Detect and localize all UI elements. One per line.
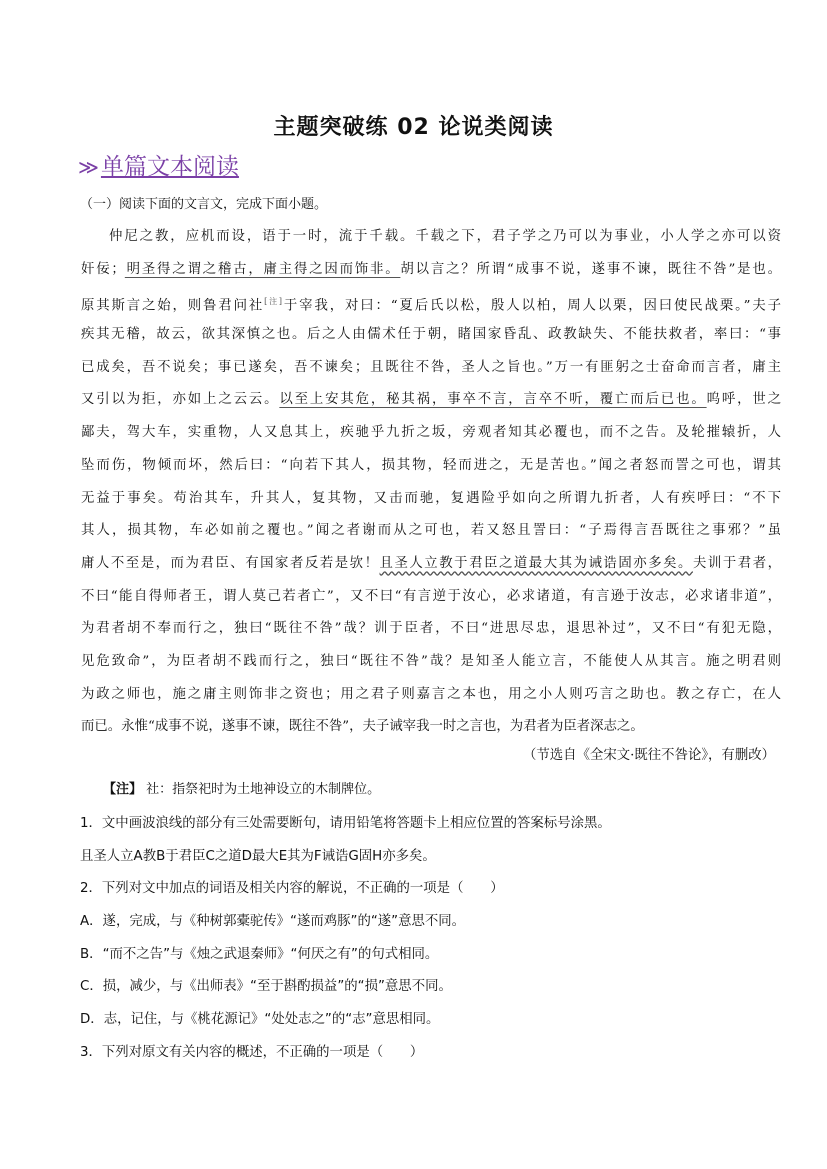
passage-text: 仲尼之教，应机而设，语于一时，流于千载。千载之下，君子学之乃可以为事业，小人学之亦可以资 — [109, 229, 781, 244]
passage — [81, 221, 781, 744]
question-line: 且圣人立A教B于君臣C之道D最大E其为F诫诰G固H亦多矣。 — [80, 848, 436, 864]
passage-text: 于宰我，对曰：“夏后氏以松，殷人以柏，周人以栗，因曰使民战栗。”夫子 — [282, 298, 781, 314]
passage-line — [81, 483, 781, 516]
passage-text: 为政之师也，施之庸主则饰非之资也；用之君子则嘉言之本也，用之小人则巧言之助也。教之存亡，在人 — [81, 686, 781, 702]
question-line: 2．下列对文中加点的词语及相关内容的解说，不正确的一项是（ ） — [80, 881, 504, 897]
passage-line — [81, 352, 781, 385]
passage-text: 其人，损其物，车必如前之覆也。”闻之者谢而从之可也，若又怒且詈曰：“子焉得言吾既往之事邪？”虽 — [81, 523, 781, 539]
passage-line — [81, 646, 781, 679]
passage-text: 坠而伤，物倾而坏，然后曰：“向若下其人，损其物，轻而进之，无是苦也。”闻之者怒而詈之可也，谓其 — [81, 457, 781, 473]
passage-text: 夫训于君者， — [692, 555, 782, 571]
passage-line — [81, 254, 781, 287]
passage-text: 原其斯言之始，则鲁君问社 — [81, 298, 265, 314]
passage-text: 已成矣，吾不说矣；事已遂矣，吾不谏矣；且既往不咎，圣人之旨也。”万一有匪躬之士奋命而言者，庸主 — [81, 359, 781, 375]
double-chevron-icon: ≫ — [78, 155, 99, 179]
section-heading — [78, 148, 239, 181]
passage-text: 鄙夫，驾大车，实重物，人又息其上，疾驰乎九折之坂，旁观者知其必覆也，而不之告。及轮摧辕折，人 — [81, 425, 781, 441]
passage-text: 见危致命”，为臣者胡不践而行之，独曰“既往不咎”哉？是知圣人能立言，不能使人从其言。施之明君则 — [81, 653, 781, 669]
passage-line — [81, 679, 781, 712]
passage-line — [81, 581, 781, 614]
passage-text: 为君者胡不奉而行之，独曰“既往不咎”哉？训于臣者，不曰“进思尽忠，退思补过”，又不曰“有犯无隐， — [81, 621, 781, 637]
passage-text: 疾其无稽，故云，欲其深慎之也。后之人由儒术任于朝，睹国家昏乱、政教缺失、不能扶救者，率曰：“事 — [81, 327, 781, 343]
questions — [80, 808, 611, 1070]
passage-text: 不曰“能自得师者王，谓人莫己若者亡”，又不曰“有言逆于汝心，必求诸道，有言逊于汝志，必求诸非道”， — [81, 588, 781, 604]
note-label: 【注】 — [103, 782, 143, 797]
question-line: B．“而不之告”与《烛之武退秦师》“何厌之有”的句式相同。 — [80, 946, 439, 962]
passage-line — [81, 515, 781, 548]
question-line: 3．下列对原文有关内容的概述，不正确的一项是（ ） — [80, 1044, 424, 1060]
footnote-marker: [注] — [264, 297, 283, 307]
passage-line — [81, 613, 781, 646]
passage-line — [81, 711, 781, 744]
passage-text: 而已。永惟“成事不说，遂事不谏，既往不咎”，夫子诫宰我一时之言也，为君者为臣者深志之。 — [81, 719, 644, 735]
passage-line — [81, 450, 781, 483]
passage-text: 又引以为拒，亦如上之云云。 — [81, 392, 280, 408]
note-text: 社：指祭祀时为土地神设立的木制牌位。 — [142, 782, 381, 797]
source-citation: （节选自《全宋文·既往不咎论》，有删改） — [523, 748, 775, 763]
passage-line — [81, 417, 781, 450]
page-title: 主题突破练 02 论说类阅读 — [273, 115, 554, 140]
passage-line — [81, 384, 781, 417]
passage-text: 胡以言之？所谓“成事不说，遂事不谏，既往不咎”是也。 — [400, 261, 781, 277]
passage-line — [81, 286, 781, 319]
question-line: A．遂，完成，与《种树郭橐驼传》“遂而鸡豚”的“遂”意思不同。 — [80, 914, 466, 930]
passage-line — [81, 319, 781, 352]
passage-text: 无益于事矣。苟治其车，升其人，复其物，又击而驰，复遇险乎如向之所谓九折者，人有疾呼曰：“不下 — [81, 490, 781, 506]
footnote — [103, 778, 380, 797]
question-line: D．志，记住，与《桃花源记》“处处志之”的“志”意思相同。 — [80, 1012, 440, 1028]
underlined-text: 明圣得之谓之稽古，庸主得之因而饰非。 — [124, 261, 401, 277]
passage-line — [81, 548, 781, 581]
passage-line — [81, 221, 781, 254]
wavy-underlined-text: 且圣人立教于君臣之道最大其为诫诰固亦多矣。 — [379, 555, 693, 571]
passage-text: 庸人不至是，而为君臣、有国家者反若是欤！ — [81, 555, 380, 571]
question-line: C．损，减少，与《出师表》“至于斟酌损益”的“损”意思不同。 — [80, 979, 452, 995]
question-line: 1．文中画波浪线的部分有三处需要断句，请用铅笔将答题卡上相应位置的答案标号涂黑。 — [80, 816, 611, 831]
underlined-text: 以至上安其危，秘其祸，事卒不言，言卒不听，覆亡而后已也。 — [279, 392, 707, 408]
instruction: （一）阅读下面的文言文，完成下面小题。 — [80, 197, 328, 212]
passage-text: 呜呼，世之 — [706, 392, 782, 408]
section-label: 单篇文本阅读 — [100, 154, 239, 180]
passage-text: 奸佞； — [81, 261, 125, 277]
